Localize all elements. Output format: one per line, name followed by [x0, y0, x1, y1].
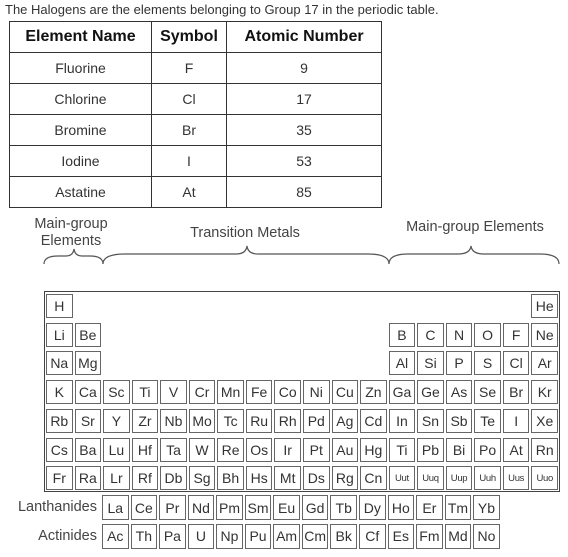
element-cell-yb: Yb — [473, 495, 500, 520]
element-cell-pb: Pb — [417, 438, 444, 462]
element-cell-po: Po — [474, 438, 501, 462]
element-cell-ge: Ge — [417, 380, 444, 404]
element-cell-ca: Ca — [75, 380, 102, 404]
element-cell-sg: Sg — [189, 466, 216, 490]
element-cell-mo: Mo — [189, 409, 216, 433]
element-cell-es: Es — [388, 524, 415, 549]
header-element-name: Element Name — [10, 22, 152, 53]
element-cell-uuo: Uuo — [531, 466, 558, 490]
element-cell-hg: Hg — [360, 438, 387, 462]
symbol-cell: F — [152, 53, 227, 84]
element-cell-tm: Tm — [445, 495, 472, 520]
element-cell-uuq: Uuq — [417, 466, 444, 490]
element-cell-he: He — [531, 294, 558, 318]
element-cell-u: U — [188, 524, 215, 549]
element-cell-i: I — [503, 409, 530, 433]
element-cell-o: O — [474, 323, 501, 347]
element-cell-sc: Sc — [103, 380, 130, 404]
element-name-cell: Chlorine — [10, 84, 152, 115]
element-cell-ra: Ra — [75, 466, 102, 490]
transition-metals-brace — [103, 246, 389, 264]
element-cell-uuh: Uuh — [474, 466, 501, 490]
element-cell-bi: Bi — [446, 438, 473, 462]
element-cell-ba: Ba — [75, 438, 102, 462]
header-atomic-number: Atomic Number — [227, 22, 382, 53]
element-cell-nb: Nb — [160, 409, 187, 433]
element-cell-nd: Nd — [188, 495, 215, 520]
element-cell-b: B — [389, 323, 416, 347]
series-label-actinides: Actinides — [38, 527, 97, 544]
element-cell-cf: Cf — [359, 524, 386, 549]
element-cell-tb: Tb — [330, 495, 357, 520]
element-cell-rb: Rb — [46, 409, 73, 433]
header-symbol: Symbol — [152, 22, 227, 53]
symbol-cell: At — [152, 177, 227, 208]
element-cell-c: C — [417, 323, 444, 347]
element-cell-fe: Fe — [246, 380, 273, 404]
element-cell-bk: Bk — [330, 524, 357, 549]
element-cell-cd: Cd — [360, 409, 387, 433]
element-cell-f: F — [503, 323, 530, 347]
element-name-cell: Bromine — [10, 115, 152, 146]
element-cell-in: In — [389, 409, 416, 433]
element-cell-li: Li — [46, 323, 73, 347]
element-cell-cu: Cu — [332, 380, 359, 404]
element-cell-k: K — [46, 380, 73, 404]
element-cell-ti: Ti — [132, 380, 159, 404]
element-cell-y: Y — [103, 409, 130, 433]
element-cell-mg: Mg — [75, 351, 102, 375]
element-cell-rn: Rn — [531, 438, 558, 462]
element-cell-lr: Lr — [103, 466, 130, 490]
main-group-right-brace — [389, 246, 559, 264]
element-cell-xe: Xe — [531, 409, 558, 433]
element-cell-pu: Pu — [245, 524, 272, 549]
element-cell-as: As — [446, 380, 473, 404]
element-cell-kr: Kr — [531, 380, 558, 404]
element-cell-rf: Rf — [132, 466, 159, 490]
element-cell-os: Os — [246, 438, 273, 462]
element-cell-se: Se — [474, 380, 501, 404]
element-cell-cr: Cr — [189, 380, 216, 404]
element-cell-ds: Ds — [303, 466, 330, 490]
element-cell-s: S — [474, 351, 501, 375]
element-cell-al: Al — [389, 351, 416, 375]
element-cell-fm: Fm — [416, 524, 443, 549]
element-cell-rh: Rh — [274, 409, 301, 433]
series-label-lanthanides: Lanthanides — [17, 499, 97, 515]
element-cell-sm: Sm — [245, 495, 272, 520]
element-cell-bh: Bh — [217, 466, 244, 490]
element-cell-ar: Ar — [531, 351, 558, 375]
element-cell-dy: Dy — [359, 495, 386, 520]
element-cell-no: No — [473, 524, 500, 549]
element-cell-pd: Pd — [303, 409, 330, 433]
element-cell-pt: Pt — [303, 438, 330, 462]
element-cell-re: Re — [217, 438, 244, 462]
element-cell-gd: Gd — [302, 495, 329, 520]
element-cell-er: Er — [416, 495, 443, 520]
element-cell-am: Am — [273, 524, 300, 549]
element-name-cell: Iodine — [10, 146, 152, 177]
symbol-cell: Br — [152, 115, 227, 146]
element-cell-p: P — [446, 351, 473, 375]
atomic-number-cell: 17 — [227, 84, 382, 115]
element-cell-hs: Hs — [246, 466, 273, 490]
element-cell-lu: Lu — [103, 438, 130, 462]
element-cell-mn: Mn — [217, 380, 244, 404]
element-cell-cs: Cs — [46, 438, 73, 462]
element-cell-n: N — [446, 323, 473, 347]
element-cell-np: Np — [216, 524, 243, 549]
transition-metals-label: Transition Metals — [190, 225, 300, 241]
atomic-number-cell: 35 — [227, 115, 382, 146]
element-cell-eu: Eu — [273, 495, 300, 520]
element-cell-ga: Ga — [389, 380, 416, 404]
element-cell-mt: Mt — [274, 466, 301, 490]
caption: The Halogens are the elements belonging to Group 17 in the periodic table. — [5, 2, 439, 17]
element-cell-zn: Zn — [360, 380, 387, 404]
atomic-number-cell: 85 — [227, 177, 382, 208]
element-cell-rg: Rg — [332, 466, 359, 490]
element-cell-ti: Ti — [389, 438, 416, 462]
element-name-cell: Astatine — [10, 177, 152, 208]
element-cell-co: Co — [274, 380, 301, 404]
main-group-left-label: Main-group Elements — [34, 216, 108, 249]
element-cell-uup: Uup — [446, 466, 473, 490]
element-cell-w: W — [189, 438, 216, 462]
element-cell-ho: Ho — [388, 495, 415, 520]
element-cell-h: H — [46, 294, 73, 318]
element-cell-ir: Ir — [274, 438, 301, 462]
main-group-right-label: Main-group Elements — [406, 219, 544, 235]
atomic-number-cell: 9 — [227, 53, 382, 84]
element-cell-ce: Ce — [131, 495, 158, 520]
element-name-cell: Fluorine — [10, 53, 152, 84]
symbol-cell: Cl — [152, 84, 227, 115]
element-cell-be: Be — [75, 323, 102, 347]
element-cell-cm: Cm — [302, 524, 329, 549]
main-group-left-brace — [44, 249, 103, 264]
element-cell-pr: Pr — [159, 495, 186, 520]
element-cell-ac: Ac — [102, 524, 129, 549]
symbol-cell: I — [152, 146, 227, 177]
element-cell-ta: Ta — [160, 438, 187, 462]
periodic-table — [44, 291, 560, 492]
element-cell-v: V — [160, 380, 187, 404]
element-cell-ni: Ni — [303, 380, 330, 404]
element-cell-br: Br — [503, 380, 530, 404]
element-cell-ag: Ag — [332, 409, 359, 433]
element-cell-ru: Ru — [246, 409, 273, 433]
element-cell-cl: Cl — [503, 351, 530, 375]
element-cell-la: La — [102, 495, 129, 520]
element-cell-zr: Zr — [132, 409, 159, 433]
element-cell-md: Md — [445, 524, 472, 549]
element-cell-sb: Sb — [446, 409, 473, 433]
element-cell-fr: Fr — [46, 466, 73, 490]
element-cell-si: Si — [417, 351, 444, 375]
element-cell-hf: Hf — [132, 438, 159, 462]
element-cell-na: Na — [46, 351, 73, 375]
element-cell-cn: Cn — [360, 466, 387, 490]
element-cell-pm: Pm — [216, 495, 243, 520]
element-cell-ne: Ne — [531, 323, 558, 347]
element-cell-tc: Tc — [217, 409, 244, 433]
element-cell-uut: Uut — [389, 466, 416, 490]
element-cell-sn: Sn — [417, 409, 444, 433]
element-cell-pa: Pa — [159, 524, 186, 549]
element-cell-te: Te — [474, 409, 501, 433]
element-cell-au: Au — [332, 438, 359, 462]
element-cell-at: At — [503, 438, 530, 462]
element-cell-th: Th — [131, 524, 158, 549]
atomic-number-cell: 53 — [227, 146, 382, 177]
element-cell-db: Db — [160, 466, 187, 490]
element-cell-sr: Sr — [75, 409, 102, 433]
element-cell-uus: Uus — [503, 466, 530, 490]
